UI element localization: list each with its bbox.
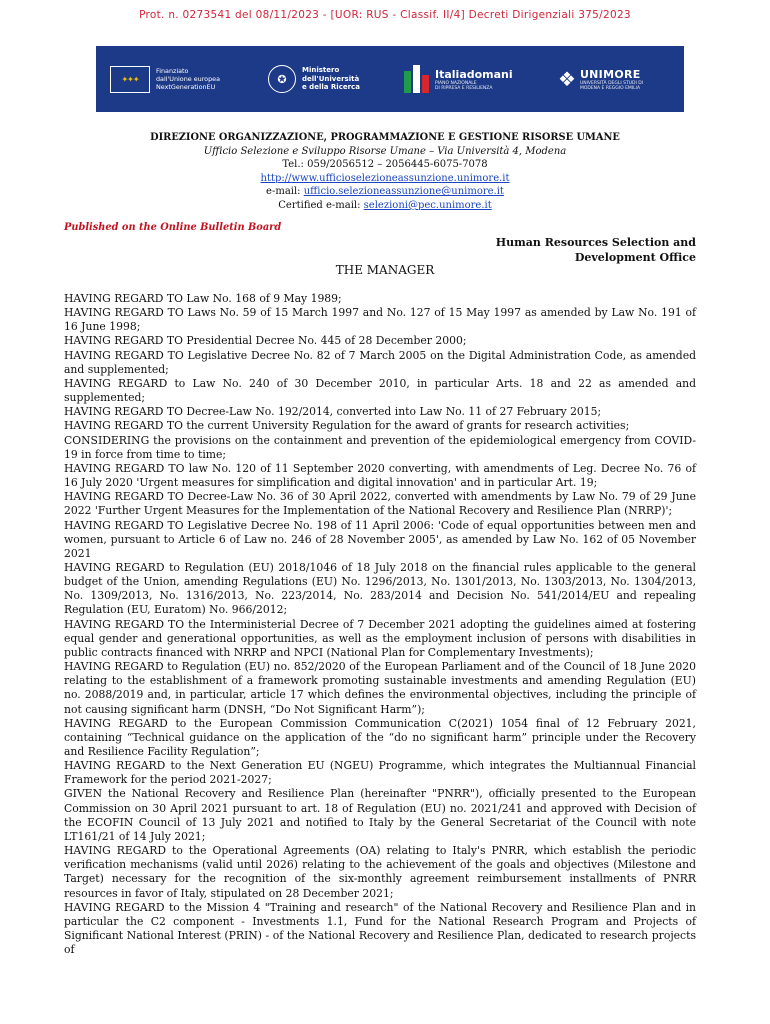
recital-paragraph: HAVING REGARD TO Legislative Decree No. 198 of 11 April 2006: 'Code of equal opportunities between men and women, pursuant to Article 6 of Law no. 246 of 28 November 2005', as amended by Law No. 162 of 05 November 2021 bbox=[64, 518, 696, 560]
hr-office-line: Human Resources Selection and bbox=[495, 236, 696, 249]
recital-paragraph: HAVING REGARD to the Next Generation EU (NGEU) Programme, which integrates the Multiannual Financial Framework for the period 2021-2027; bbox=[64, 759, 696, 787]
recital-paragraph: HAVING REGARD TO Presidential Decree No. 445 of 28 December 2000; bbox=[64, 334, 467, 348]
italiadomani-subtitle: PIANO NAZIONALE bbox=[435, 80, 477, 86]
eu-logo bbox=[110, 46, 220, 112]
italy-flag-icon bbox=[404, 65, 430, 93]
italiadomani-subtitle: DI RIPRESA E RESILIENZA bbox=[435, 85, 493, 91]
mur-text-line: dell'Università bbox=[302, 74, 360, 83]
office-website-link[interactable]: http://www.ufficioselezioneassunzione.unimore.it bbox=[260, 172, 510, 184]
recital-paragraph: HAVING REGARD TO the Interministerial Decree of 7 December 2021 adopting the guidelines aimed at fostering equal gender and generational opportunities, as well as the employment inclusion of persons with disabilities in public contracts financed with NRRP and NPCI (National Plan for Complementary Investments); bbox=[64, 617, 696, 659]
direction-name: DIREZIONE ORGANIZZAZIONE, PROGRAMMAZIONE E GESTIONE RISORSE UMANE bbox=[150, 132, 620, 143]
unimore-crest-icon: ❖ bbox=[558, 67, 576, 91]
recital-paragraph: HAVING REGARD TO law No. 120 of 11 September 2020 converting, with amendments of Leg. Decree No. 76 of 16 July 2020 'Urgent measures for simplification and digital innovation' and in particular Art. 19; bbox=[64, 461, 696, 490]
italiadomani-logo bbox=[404, 46, 513, 112]
eu-text-line: Finanziato bbox=[156, 67, 189, 75]
mur-text-line: e della Ricerca bbox=[302, 83, 360, 92]
recital-paragraph: HAVING REGARD to Law No. 240 of 30 December 2010, in particular Arts. 18 and 22 as amended and supplemented; bbox=[64, 376, 696, 405]
italiadomani-title: Italiadomani bbox=[435, 67, 513, 81]
office-email-link[interactable]: ufficio.selezioneassunzione@unimore.it bbox=[303, 186, 504, 198]
unimore-title: UNIMORE bbox=[579, 67, 641, 81]
unimore-subtitle: MODENA E REGGIO EMILIA bbox=[579, 85, 641, 91]
decree-body bbox=[64, 292, 696, 957]
recital-paragraph: HAVING REGARD TO the current University Regulation for the award of grants for research activities; bbox=[64, 419, 630, 433]
eu-text-line: NextGenerationEU bbox=[156, 83, 216, 91]
recital-paragraph: HAVING REGARD TO Legislative Decree No. 82 of 7 March 2005 on the Digital Administration Code, as amended and supplemented; bbox=[64, 348, 696, 376]
recital-paragraph: HAVING REGARD TO Decree-Law No. 36 of 30 April 2022, converted with amendments by Law No. 79 of 29 June 2022 'Further Urgent Measures for the Implementation of the National Recovery and Resilience Plan (NRRP)'; bbox=[64, 490, 696, 518]
published-note: Published on the Online Bulletin Board bbox=[64, 222, 282, 233]
email-label: e-mail: bbox=[266, 186, 304, 198]
hr-office-heading bbox=[496, 235, 696, 265]
eu-flag-icon: ✦✦✦ bbox=[110, 66, 150, 93]
office-phone: Tel.: 059/2056512 – 2056445-6075-7078 bbox=[282, 159, 488, 171]
funding-logo-banner bbox=[96, 46, 684, 112]
recital-paragraph: HAVING REGARD to Regulation (EU) no. 852/2020 of the European Parliament and of the Council of 18 June 2020 relating to the establishment of a framework promoting sustainable investments and amending Regulation (EU) no. 2088/2019 and, in particular, article 17 which defines the environmental objectives, including the principle of not causing significant harm (DNSH, “Do Not Significant Harm”); bbox=[64, 660, 696, 716]
recital-paragraph: HAVING REGARD TO Decree-Law No. 192/2014, converted into Law No. 11 of 27 February 2015; bbox=[64, 405, 602, 419]
mur-logo bbox=[268, 46, 360, 112]
recital-paragraph: GIVEN the National Recovery and Resilience Plan (hereinafter "PNRR"), officially presented to the European Commission on 30 April 2021 pursuant to art. 18 of Regulation (EU) no. 2021/241 and approved with Decision of the ECOFIN Council of 13 July 2021 and notified to Italy by the General Secretariat of the Council with note LT161/21 of 14 July 2021; bbox=[64, 787, 696, 843]
recital-paragraph: HAVING REGARD TO Laws No. 59 of 15 March 1997 and No. 127 of 15 May 1997 as amended by Law No. 191 of 16 June 1998; bbox=[64, 306, 696, 334]
unimore-subtitle: UNIVERSITÀ DEGLI STUDI DI bbox=[579, 80, 644, 86]
hr-office-line: Development Office bbox=[574, 251, 696, 264]
recital-paragraph: CONSIDERING the provisions on the containment and prevention of the epidemiological emergency from COVID-19 in force from time to time; bbox=[64, 433, 696, 461]
recital-paragraph: HAVING REGARD to Regulation (EU) 2018/1046 of 18 July 2018 on the financial rules applicable to the general budget of the Union, amending Regulations (EU) No. 1296/2013, No. 1301/2013, No. 1303/2013, No. 1304/2013, No. 1309/2013, No. 1316/2013, No. 223/2014, No. 283/2014 and Decision No. 541/2014/EU and repealing Regulation (EU, Euratom) No. 966/2012; bbox=[64, 560, 696, 617]
unimore-logo bbox=[558, 46, 643, 112]
manager-heading: THE MANAGER bbox=[335, 263, 435, 277]
mur-text-line: Ministero bbox=[302, 66, 340, 75]
certified-email-label: Certified e-mail: bbox=[278, 199, 364, 211]
republic-seal-icon: ✪ bbox=[268, 65, 296, 93]
eu-text-line: dall'Unione europea bbox=[156, 75, 220, 83]
office-unit: Ufficio Selezione e Sviluppo Risorse Umane – Via Università 4, Modena bbox=[203, 145, 567, 157]
recital-paragraph: HAVING REGARD TO Law No. 168 of 9 May 1989; bbox=[64, 292, 342, 305]
office-header bbox=[0, 131, 770, 213]
certified-email-link[interactable]: selezioni@pec.unimore.it bbox=[363, 199, 492, 211]
recital-paragraph: HAVING REGARD to the Mission 4 "Training and research" of the National Recovery and Resilience Plan and in particular the C2 component - Investments 1.1, Fund for the National Research Program and Projects of Significant National Interest (PRIN) - of the National Recovery and Resilience Plan, dedicated to research projects of bbox=[64, 900, 696, 957]
recital-paragraph: HAVING REGARD to the Operational Agreements (OA) relating to Italy's PNRR, which establish the periodic verification mechanisms (valid until 2026) relating to the achievement of the goals and objectives (Milestone and Target) necessary for the recognition of the six-monthly agreement reimbursement installments of PNRR resources in favor of Italy, stipulated on 28 December 2021; bbox=[64, 844, 696, 900]
protocol-stamp: Prot. n. 0273541 del 08/11/2023 - [UOR: RUS - Classif. II/4] Decreti Dirigenziali 375/2023 bbox=[139, 9, 631, 21]
recital-paragraph: HAVING REGARD to the European Commission Communication C(2021) 1054 final of 12 February 2021, containing “Technical guidance on the application of the “do no significant harm” principle under the Recovery and Resilience Facility Regulation”; bbox=[64, 716, 696, 758]
